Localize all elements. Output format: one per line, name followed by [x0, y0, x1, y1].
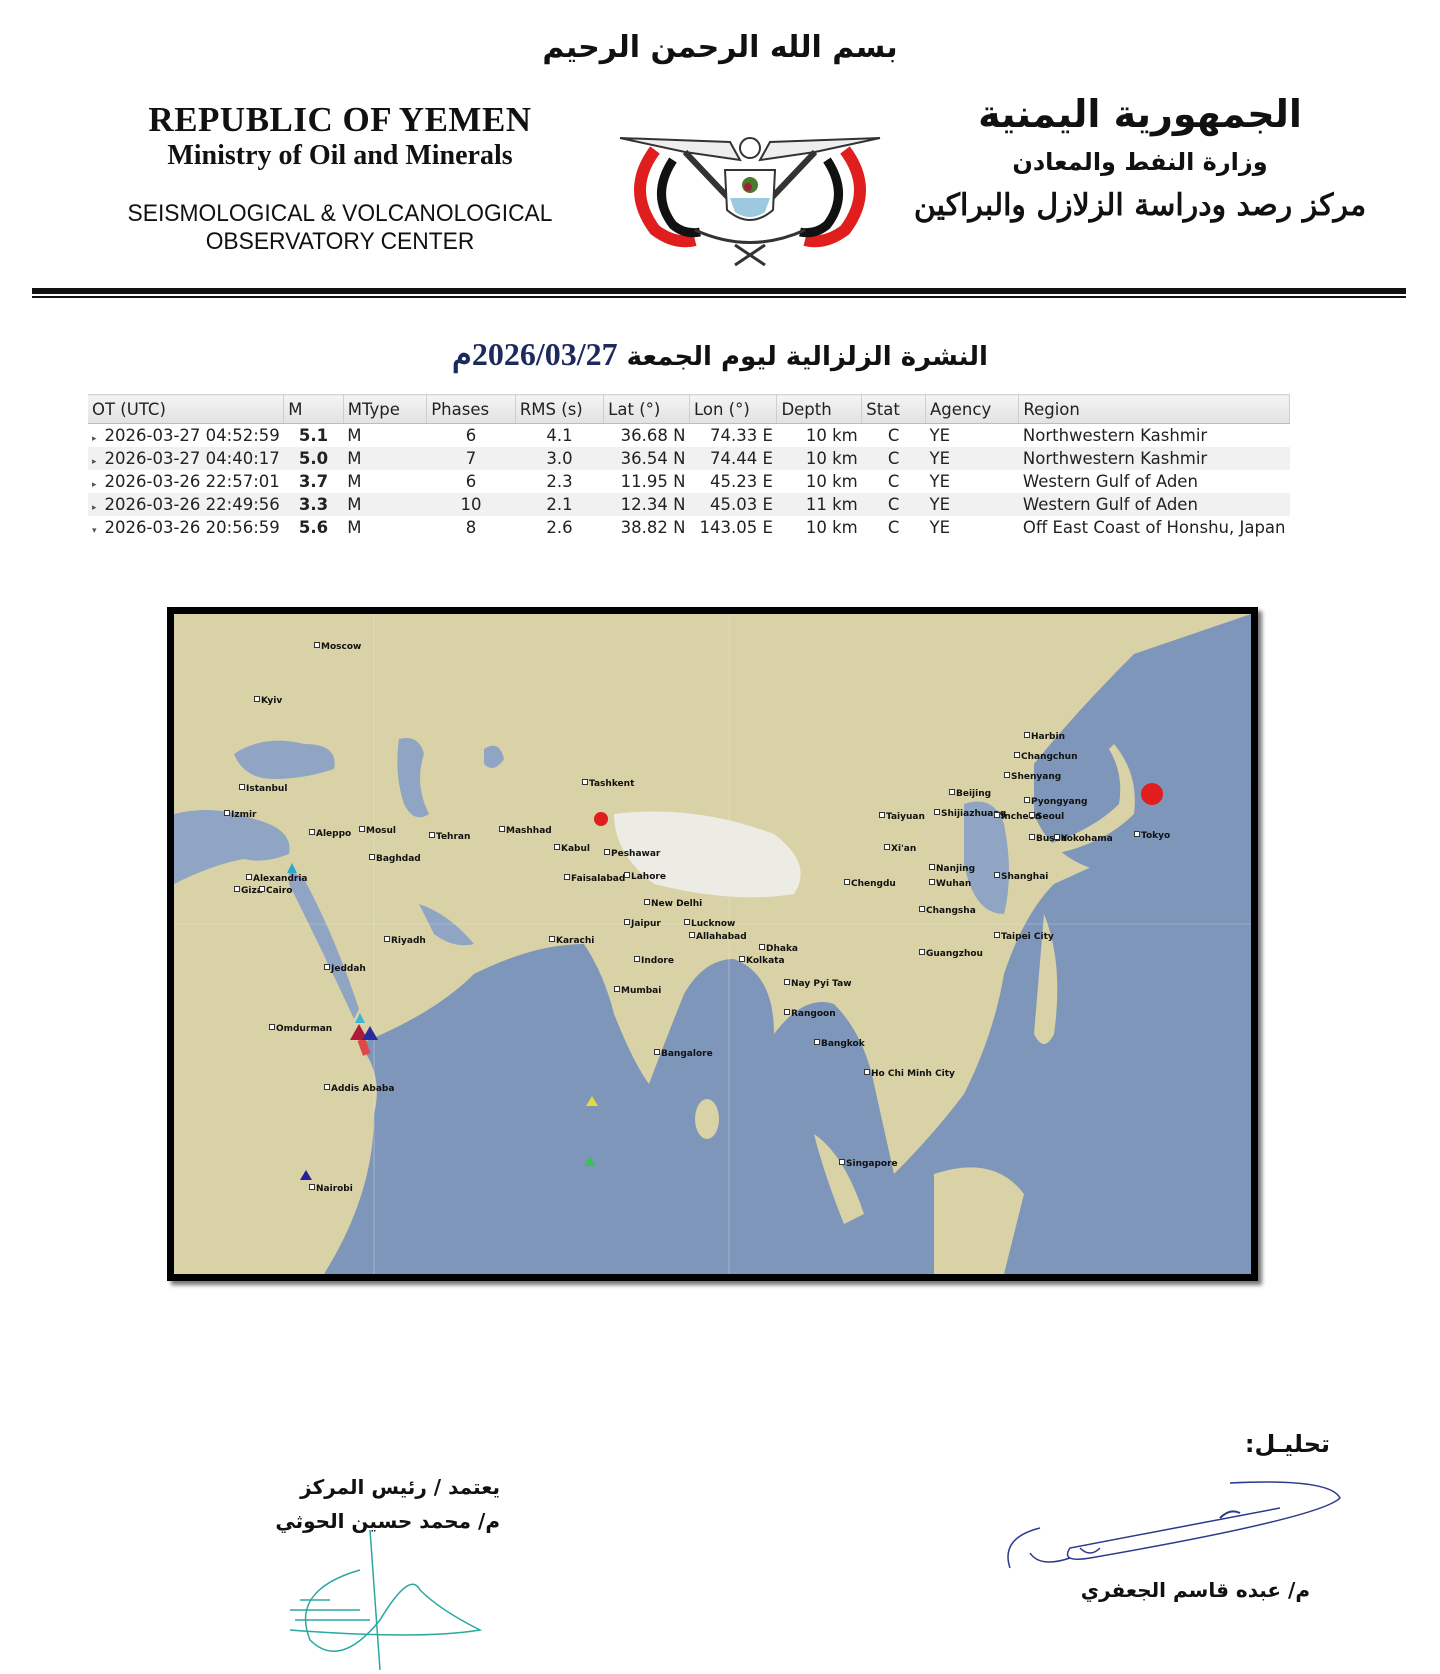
- map-city-label: Moscow: [314, 642, 361, 652]
- map-city-label: Lahore: [624, 872, 666, 882]
- lon-cell: 74.33 E: [710, 426, 773, 445]
- city-labels: [174, 614, 1251, 1274]
- region-cell: Off East Coast of Honshu, Japan: [1022, 518, 1286, 537]
- map-city-label: Indore: [634, 956, 674, 966]
- bulletin-title: [0, 335, 1440, 373]
- map-city-label: Peshawar: [604, 849, 660, 859]
- phases-cell: 6: [465, 426, 477, 445]
- map-city-label: Taiyuan: [879, 812, 925, 822]
- map-city-label: Alexandria: [246, 874, 307, 884]
- table-row[interactable]: [88, 516, 1290, 539]
- bulletin-date-suffix: م: [452, 336, 472, 372]
- phases-cell: 6: [465, 472, 477, 491]
- map-city-label: Kolkata: [739, 956, 785, 966]
- stat-cell: C: [887, 472, 900, 491]
- header-divider-thick: [32, 288, 1406, 294]
- col-magnitude[interactable]: M: [284, 395, 343, 424]
- approver-signature-icon: [270, 1530, 490, 1670]
- map-city-label: Bangkok: [814, 1039, 865, 1049]
- map-city-label: Busan: [1029, 834, 1067, 844]
- map-city-label: Faisalabad: [564, 874, 625, 884]
- bulletin-title-prefix: النشرة الزلزالية ليوم الجمعة: [617, 342, 988, 372]
- col-lon[interactable]: Lon (°): [689, 395, 776, 424]
- ot-cell: [88, 447, 284, 470]
- map-city-label: Shanghai: [994, 872, 1048, 882]
- rms-cell: 2.6: [546, 518, 573, 537]
- phases-cell: 7: [427, 447, 516, 470]
- map-city-label: Mosul: [359, 826, 396, 836]
- map-city-label: Istanbul: [239, 784, 287, 794]
- map-city-label: Karachi: [549, 936, 594, 946]
- expand-arrow-icon[interactable]: ▸: [92, 457, 97, 467]
- mtype-cell: M: [343, 447, 426, 470]
- map-city-label: Shenyang: [1004, 772, 1061, 782]
- magnitude-cell: 5.6: [298, 518, 329, 537]
- agency-cell: YE: [929, 518, 951, 537]
- region-cell: Northwestern Kashmir: [1022, 426, 1208, 445]
- map-city-label: Guangzhou: [919, 949, 983, 959]
- map-city-label: Nairobi: [309, 1184, 353, 1194]
- ot-cell: [88, 516, 284, 539]
- basmala: بسم الله الرحمن الرحيم: [542, 30, 898, 65]
- map-city-label: Seoul: [1029, 812, 1064, 822]
- stat-cell: C: [887, 518, 900, 537]
- expand-arrow-icon[interactable]: ▸: [92, 434, 97, 444]
- rms-cell: 2.3: [546, 472, 573, 491]
- phases-cell: 10: [427, 493, 516, 516]
- map-city-label: Singapore: [839, 1159, 898, 1169]
- table-row[interactable]: [88, 470, 1290, 493]
- ot-cell: [88, 493, 284, 516]
- country-name-ar: الجمهورية اليمنية: [978, 92, 1302, 136]
- stat-cell: C: [862, 447, 926, 470]
- magnitude-cell: 3.7: [298, 472, 329, 491]
- mtype-cell: M: [347, 472, 362, 491]
- center-name-ar: مركز رصد ودراسة الزلازل والبراكين: [913, 188, 1367, 223]
- ot-value: 2026-03-26 22:49:56: [104, 495, 280, 514]
- map-city-label: Riyadh: [384, 936, 426, 946]
- map-city-label: Taipei City: [994, 932, 1054, 942]
- map-city-label: Baghdad: [369, 854, 421, 864]
- map-city-label: Wuhan: [929, 879, 971, 889]
- lon-cell: 45.23 E: [710, 472, 773, 491]
- col-lat[interactable]: Lat (°): [604, 395, 690, 424]
- map-city-label: Aleppo: [309, 829, 351, 839]
- map-city-label: Changsha: [919, 906, 976, 916]
- english-letterhead: [110, 100, 570, 256]
- map-city-label: Chengdu: [844, 879, 896, 889]
- lat-cell: 11.95 N: [620, 472, 686, 491]
- map-city-label: Kabul: [554, 844, 590, 854]
- seismic-event-map: [167, 607, 1258, 1281]
- phases-cell: 8: [465, 518, 477, 537]
- collapse-arrow-icon[interactable]: ▾: [92, 526, 97, 536]
- map-city-label: Giza: [234, 886, 263, 896]
- map-city-label: Incheon: [994, 812, 1041, 822]
- depth-cell: 10 km: [805, 472, 858, 491]
- depth-cell: 10 km: [805, 518, 858, 537]
- col-mtype[interactable]: MType: [343, 395, 426, 424]
- map-city-label: Lucknow: [684, 919, 735, 929]
- lat-cell: 36.68 N: [620, 426, 686, 445]
- magnitude-cell: 5.1: [298, 426, 329, 445]
- center-name-en-line1: SEISMOLOGICAL & VOLCANOLOGICAL: [127, 200, 553, 227]
- map-city-label: Dhaka: [759, 944, 798, 954]
- table-row[interactable]: [88, 493, 1290, 516]
- arabic-letterhead: [900, 92, 1380, 223]
- map-city-label: New Delhi: [644, 899, 702, 909]
- approver-name: م/ محمد حسين الحوثي: [275, 1509, 500, 1533]
- analyst-signature-icon: [1000, 1468, 1350, 1588]
- approver-signature-block: [240, 1470, 500, 1538]
- magnitude-cell: 5.0: [284, 447, 343, 470]
- depth-cell: 10 km: [777, 447, 862, 470]
- header-divider-thin: [32, 296, 1406, 298]
- map-city-label: Tashkent: [582, 779, 634, 789]
- map-city-label: Nay Pyi Taw: [784, 979, 852, 989]
- country-name-en: REPUBLIC OF YEMEN: [148, 100, 532, 139]
- agency-cell: YE: [926, 493, 1019, 516]
- ot-value: 2026-03-27 04:52:59: [104, 426, 280, 445]
- ot-cell: [88, 470, 284, 493]
- map-city-label: Bangalore: [654, 1049, 713, 1059]
- col-rms[interactable]: RMS (s): [515, 395, 603, 424]
- rms-cell: 2.1: [515, 493, 603, 516]
- stat-cell: C: [887, 426, 900, 445]
- expand-arrow-icon[interactable]: ▸: [92, 480, 97, 490]
- map-city-label: Mashhad: [499, 826, 552, 836]
- mtype-cell: M: [343, 493, 426, 516]
- agency-cell: YE: [929, 472, 951, 491]
- ot-value: 2026-03-26 22:57:01: [104, 472, 280, 491]
- approver-title: يعتمد / رئيس المركز: [300, 1475, 500, 1499]
- ministry-name-en: Ministry of Oil and Minerals: [167, 140, 513, 171]
- ot-cell: [88, 424, 284, 448]
- ot-value: 2026-03-27 04:40:17: [104, 449, 280, 468]
- map-city-label: Ho Chi Minh City: [864, 1069, 955, 1079]
- region-cell: Northwestern Kashmir: [1019, 447, 1290, 470]
- map-city-label: Izmir: [224, 810, 257, 820]
- map-city-label: Jeddah: [324, 964, 366, 974]
- lat-cell: 12.34 N: [604, 493, 690, 516]
- mtype-cell: M: [347, 518, 362, 537]
- map-city-label: Yokohama: [1054, 834, 1113, 844]
- map-city-label: Addis Ababa: [324, 1084, 394, 1094]
- mtype-cell: M: [347, 426, 362, 445]
- map-city-label: Kyiv: [254, 696, 282, 706]
- agency-cell: YE: [929, 426, 951, 445]
- agency-cell: YE: [926, 447, 1019, 470]
- rms-cell: 4.1: [546, 426, 573, 445]
- table-header-row: [88, 395, 1290, 424]
- map-city-label: Allahabad: [689, 932, 747, 942]
- lon-cell: 45.03 E: [689, 493, 776, 516]
- map-city-label: Pyongyang: [1024, 797, 1087, 807]
- analyst-name: م/ عبده قاسم الجعفري: [1080, 1578, 1310, 1602]
- map-city-label: Rangoon: [784, 1009, 836, 1019]
- depth-cell: 11 km: [777, 493, 862, 516]
- rms-cell: 3.0: [515, 447, 603, 470]
- map-city-label: Tokyo: [1134, 831, 1170, 841]
- lon-cell: 74.44 E: [689, 447, 776, 470]
- map-city-label: Xi'an: [884, 844, 916, 854]
- expand-arrow-icon[interactable]: ▸: [92, 503, 97, 513]
- center-name-en-line2: OBSERVATORY CENTER: [205, 228, 475, 255]
- col-depth[interactable]: Depth: [777, 395, 862, 424]
- bulletin-date: [452, 336, 618, 372]
- col-ot-utc[interactable]: OT (UTC): [88, 395, 284, 424]
- map-city-label: Tehran: [429, 832, 470, 842]
- region-cell: Western Gulf of Aden: [1022, 472, 1198, 491]
- center-name-en: [122, 200, 559, 256]
- col-stat[interactable]: Stat: [862, 395, 926, 424]
- map-city-label: Harbin: [1024, 732, 1065, 742]
- analysis-label: تحليـل:: [1244, 1430, 1330, 1458]
- map-city-label: Cairo: [259, 886, 292, 896]
- map-city-label: Beijing: [949, 789, 991, 799]
- table-row[interactable]: [88, 424, 1290, 448]
- map-city-label: Jaipur: [624, 919, 661, 929]
- map-city-label: Nanjing: [929, 864, 975, 874]
- table-row[interactable]: [88, 447, 1290, 470]
- magnitude-cell: 3.3: [284, 493, 343, 516]
- lat-cell: 38.82 N: [620, 518, 686, 537]
- yemen-emblem-icon: [615, 130, 885, 270]
- col-region[interactable]: Region: [1019, 395, 1290, 424]
- map-city-label: Mumbai: [614, 986, 661, 996]
- earthquake-events-table: [88, 394, 1290, 539]
- map-city-label: Changchun: [1014, 752, 1078, 762]
- bulletin-date-value: 2026/03/27: [471, 336, 618, 372]
- col-agency[interactable]: Agency: [926, 395, 1019, 424]
- col-phases[interactable]: Phases: [427, 395, 516, 424]
- lon-cell: 143.05 E: [699, 518, 773, 537]
- ot-value: 2026-03-26 20:56:59: [104, 518, 280, 537]
- ministry-name-ar: وزارة النفط والمعادن: [1012, 148, 1268, 176]
- map-city-label: Omdurman: [269, 1024, 332, 1034]
- depth-cell: 10 km: [805, 426, 858, 445]
- lat-cell: 36.54 N: [604, 447, 690, 470]
- map-city-label: Shijiazhuang: [934, 809, 1006, 819]
- stat-cell: C: [862, 493, 926, 516]
- region-cell: Western Gulf of Aden: [1019, 493, 1290, 516]
